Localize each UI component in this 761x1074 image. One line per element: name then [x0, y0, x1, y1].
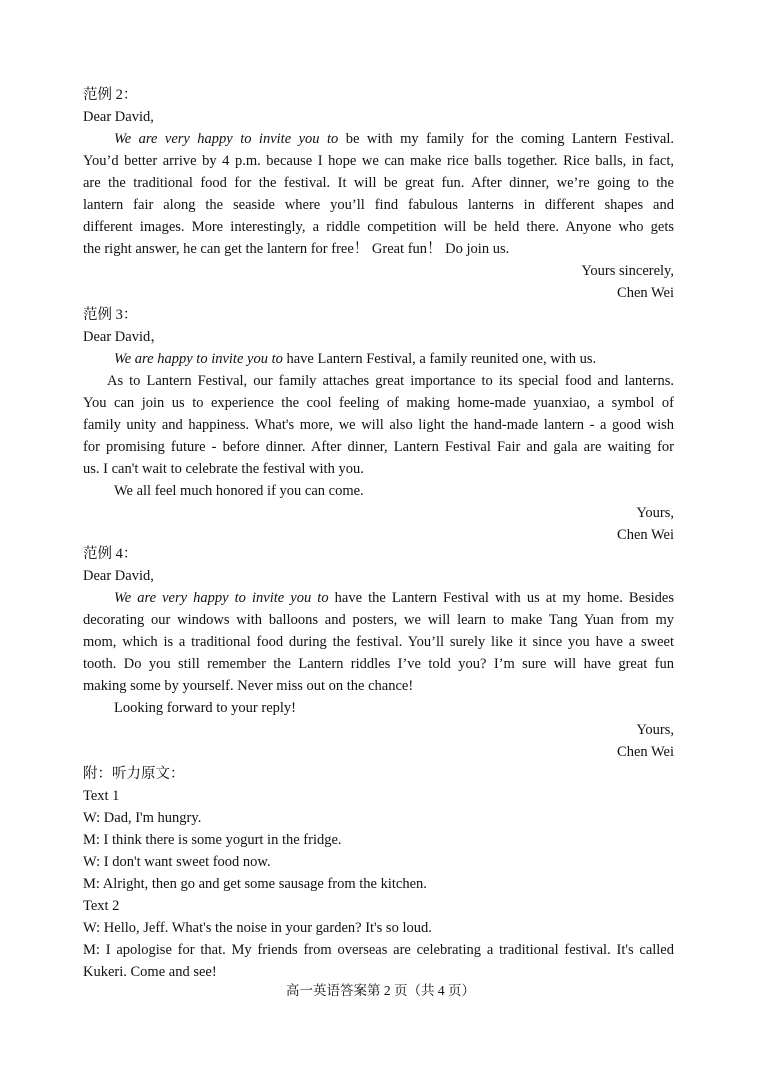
- page-footer: 高一英语答案第 2 页（共 4 页）: [286, 983, 475, 998]
- sample-4: [83, 543, 674, 763]
- sample-3: [83, 304, 674, 546]
- letter-closing: Yours,: [636, 505, 674, 521]
- transcript-heading: 附：听力原文：: [83, 766, 185, 782]
- letter-line: mom, which is a traditional food during the festival. You’ll surely like it since you have a sweet: [83, 634, 674, 650]
- letter-line: making some by yourself. Never miss out on the chance!: [83, 678, 414, 694]
- dialogue-line: M: Alright, then go and get some sausage from the kitchen.: [83, 876, 427, 892]
- letter-line: Looking forward to your reply!: [114, 700, 297, 716]
- letter-line: We are very happy to invite you to have the Lantern Festival with us at my home. Besides: [114, 590, 674, 606]
- letter-line: family unity and happiness. What's more, we will also light the hand-made lantern - a good wish: [83, 417, 674, 433]
- sample-heading: 范例 4：: [83, 546, 138, 562]
- letter-line: for promising future - before dinner. After dinner, Lantern Festival Fair and gala are waiting for: [83, 439, 674, 455]
- letter-line: us. I can't wait to celebrate the festival with you.: [83, 461, 364, 477]
- letter-line: decorating our windows with balloons and posters, we will learn to make Tang Yuan from my: [83, 612, 674, 628]
- letter-line: the right answer, he can get the lantern for free！ Great fun！ Do join us.: [83, 241, 510, 257]
- sample-heading: 范例 3：: [83, 307, 138, 323]
- dialogue-line: M: I think there is some yogurt in the fridge.: [83, 832, 342, 848]
- letter-line: are the traditional food for the festival. It will be great fun. After dinner, we’re going to the: [83, 175, 674, 191]
- dialogue-line: W: I don't want sweet food now.: [83, 854, 271, 870]
- letter-line: You’d better arrive by 4 p.m. because I hope we can make rice balls together. Rice balls, in fact,: [83, 153, 674, 169]
- letter-signature: Chen Wei: [617, 744, 674, 760]
- letter-line: tooth. Do you still remember the Lantern riddles I’ve told you? I’m sure will have great fun: [83, 656, 674, 672]
- letter-greeting: Dear David,: [83, 568, 154, 584]
- letter-line: We are very happy to invite you to be with my family for the coming Lantern Festival.: [114, 131, 674, 147]
- sample-2: [83, 84, 674, 304]
- italic-lead: We are very happy to invite you to: [114, 131, 339, 147]
- letter-line: As to Lantern Festival, our family attaches great importance to its special food and lanterns.: [107, 373, 674, 389]
- letter-closing: Yours sincerely,: [581, 263, 674, 279]
- letter-greeting: Dear David，: [83, 329, 165, 345]
- letter-signature: Chen Wei: [617, 285, 674, 301]
- letter-greeting: Dear David,: [83, 109, 154, 125]
- dialogue-line: W: Dad, I'm hungry.: [83, 810, 202, 826]
- letter-signature: Chen Wei: [617, 527, 674, 543]
- italic-lead: We are very happy to invite you to: [114, 590, 329, 606]
- letter-line: different images. More interestingly, a riddle competition will be held there. Anyone who gets: [83, 219, 674, 235]
- letter-line: We are happy to invite you to have Lantern Festival, a family reunited one, with us.: [114, 351, 597, 367]
- letter-line: You can join us to experience the cool feeling of making home-made yuanxiao, a symbol of: [83, 395, 674, 411]
- dialogue-line: M: I apologise for that. My friends from overseas are celebrating a traditional festival. It's called: [83, 942, 674, 958]
- listening-transcript: [83, 763, 674, 983]
- text-label: Text 2: [83, 898, 120, 914]
- text-label: Text 1: [83, 788, 120, 804]
- letter-line: We all feel much honored if you can come.: [114, 483, 364, 499]
- letter-closing: Yours,: [636, 722, 674, 738]
- dialogue-line: Kukeri. Come and see!: [83, 964, 217, 980]
- dialogue-line: W: Hello, Jeff. What's the noise in your garden? It's so loud.: [83, 920, 432, 936]
- sample-heading: 范例 2：: [83, 87, 138, 103]
- italic-lead: We are happy to invite you to: [114, 351, 283, 367]
- letter-line: lantern fair along the seaside where you’ll find fabulous lanterns in different shapes and: [83, 197, 674, 213]
